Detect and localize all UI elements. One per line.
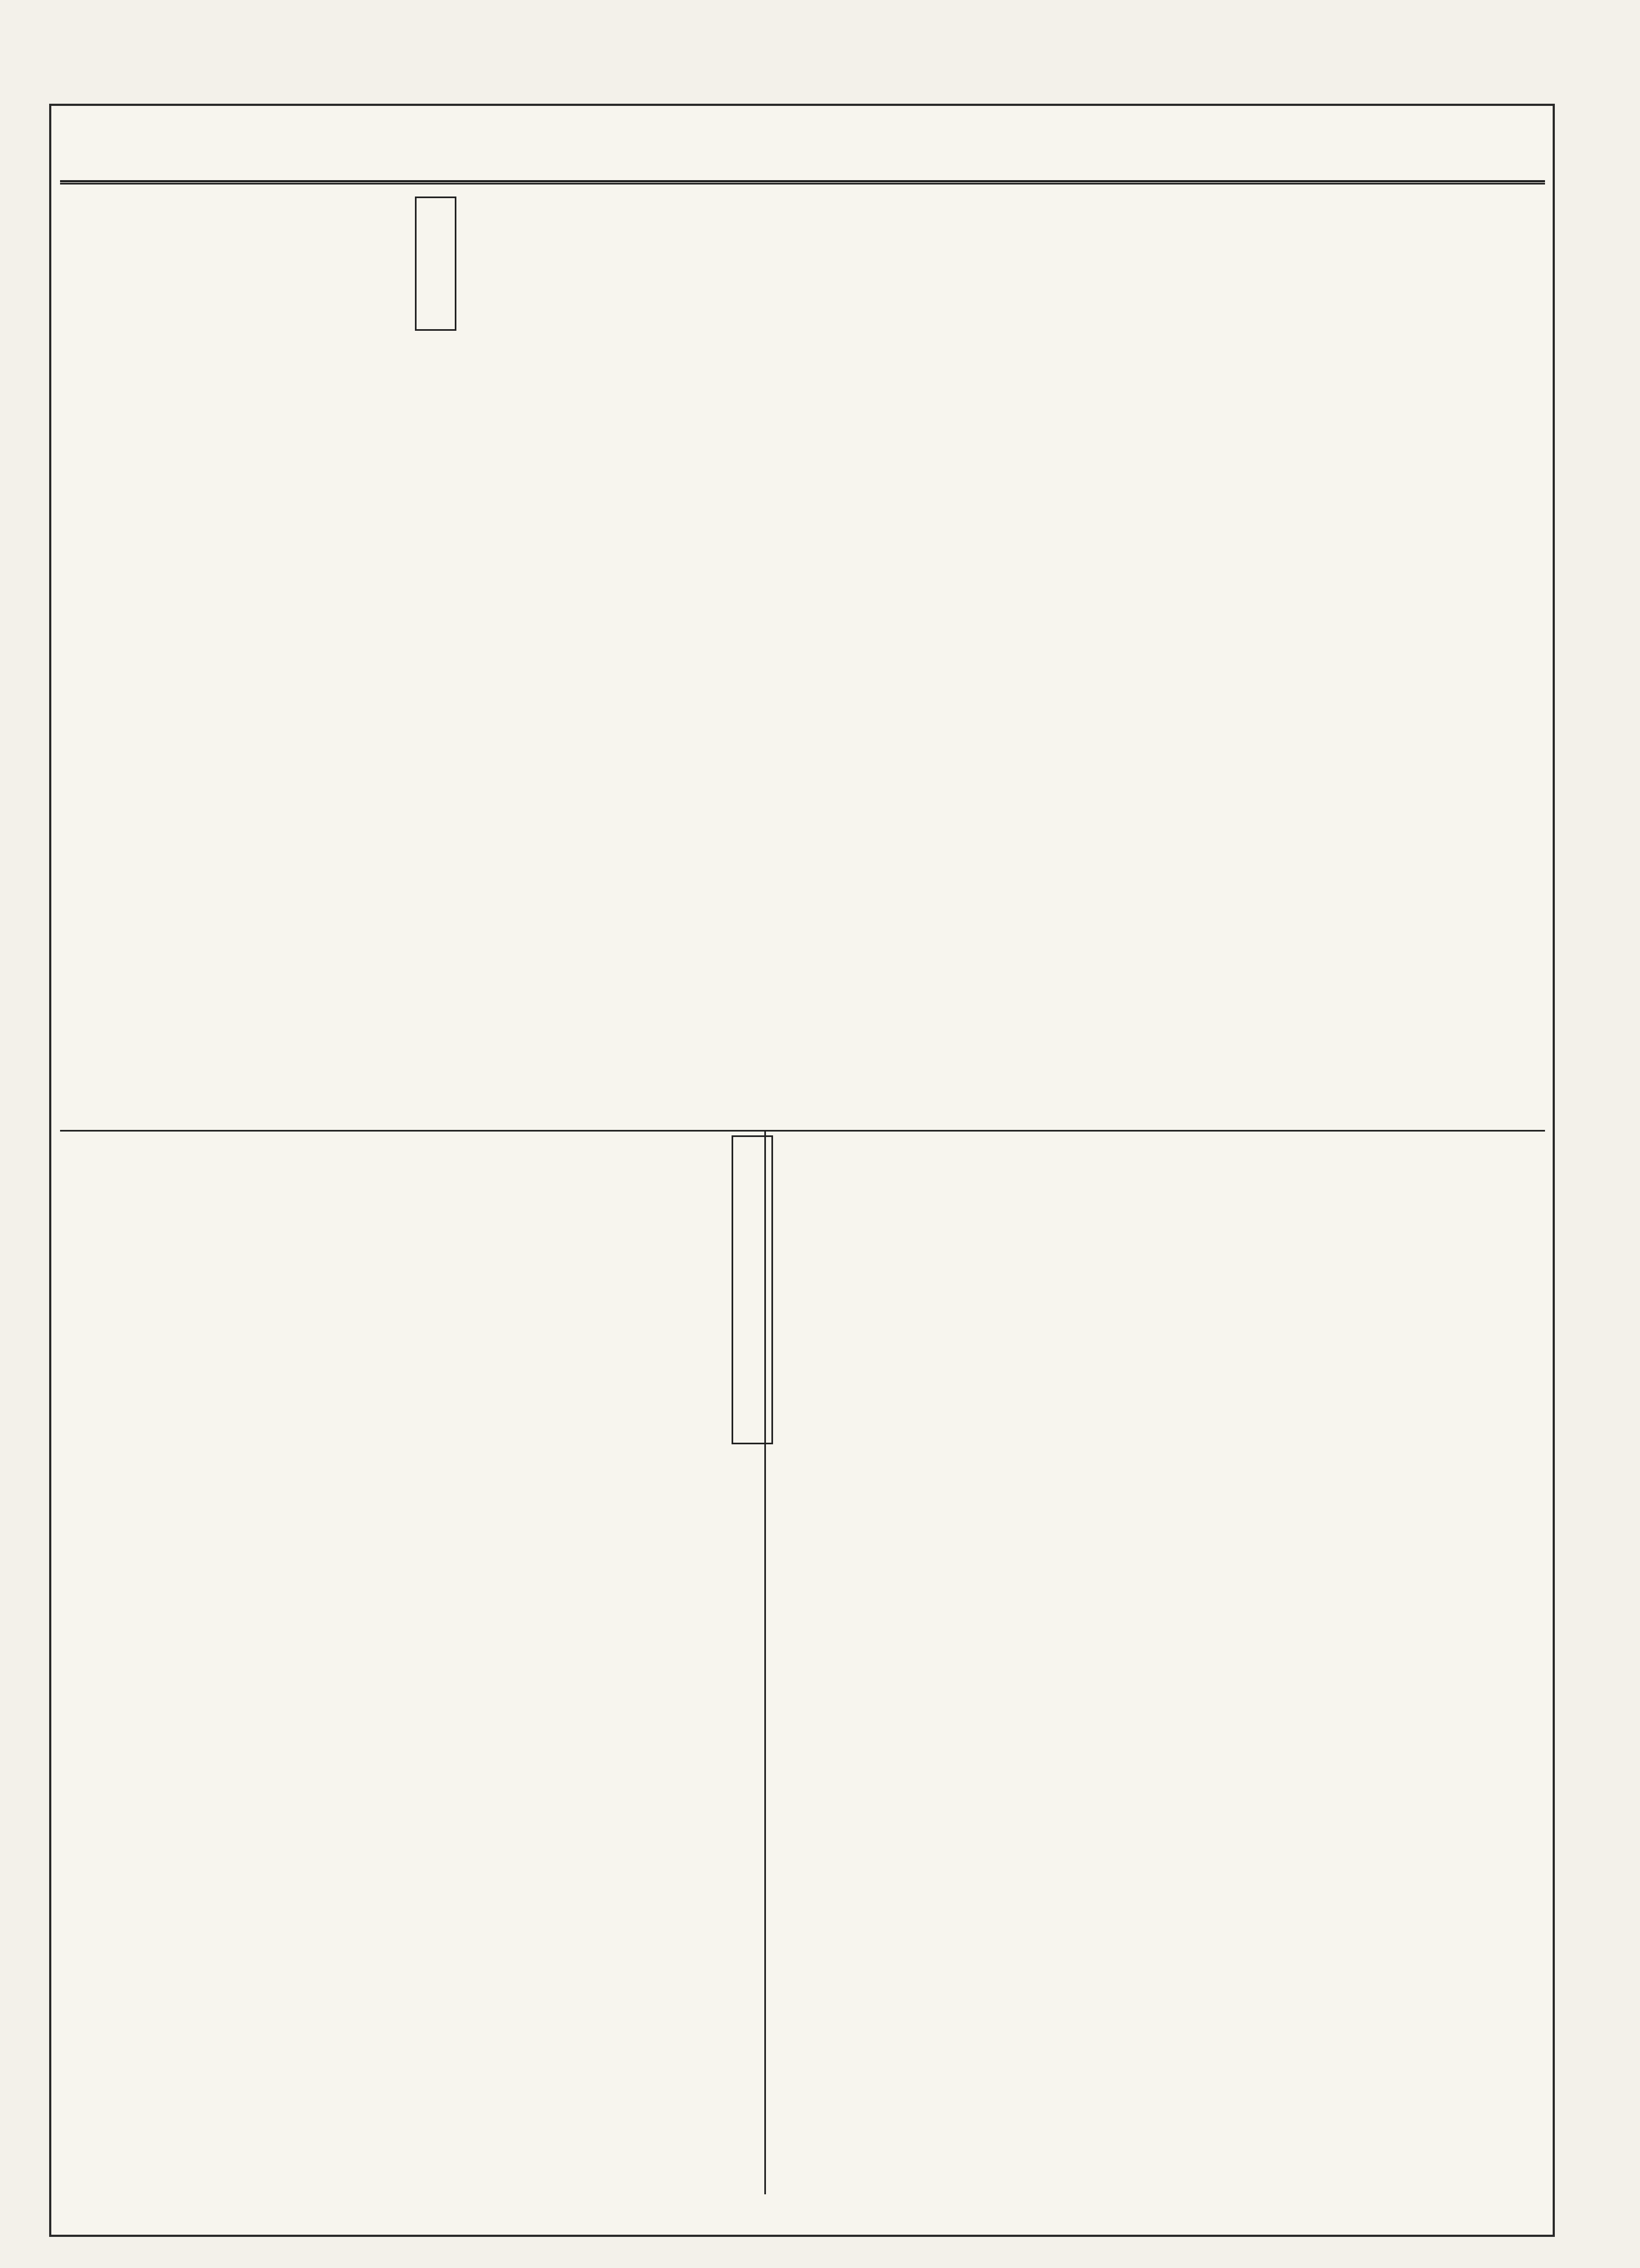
article-body — [666, 677, 759, 1103]
article-body — [917, 197, 1015, 480]
market-table-title-box — [732, 1135, 773, 1444]
article-body — [1110, 191, 1383, 595]
news-box — [415, 197, 456, 331]
article-body — [115, 197, 311, 1124]
article-body — [426, 355, 524, 639]
masthead-rule — [60, 183, 1545, 184]
article-body — [748, 682, 846, 1075]
masthead — [60, 120, 1545, 182]
article-body — [753, 207, 852, 464]
article-body — [437, 682, 557, 1119]
section-rule — [60, 1130, 1545, 1132]
market-table — [120, 1135, 721, 2194]
article-body — [1146, 1616, 1299, 2162]
article-body — [786, 1638, 1026, 2172]
article-body — [775, 1135, 1234, 1474]
